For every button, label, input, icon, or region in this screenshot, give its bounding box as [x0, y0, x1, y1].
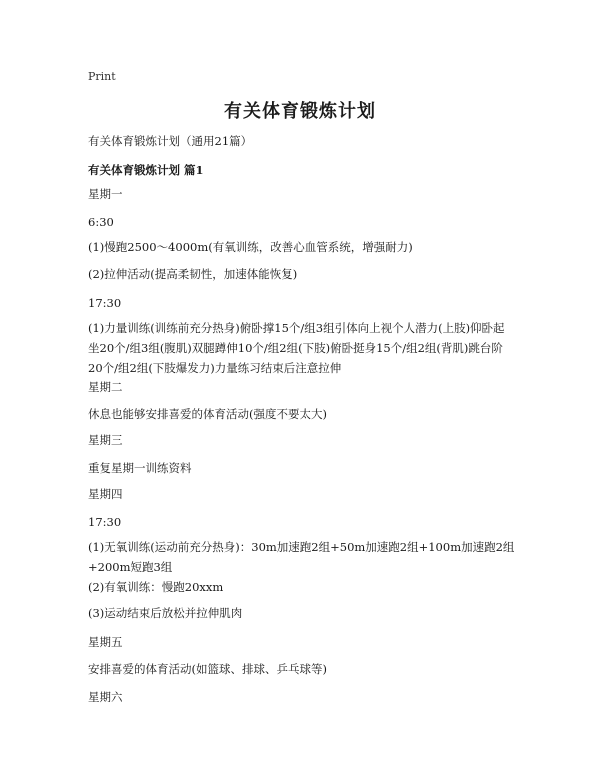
- plan-item: (1)无氧训练(运动前充分热身)：30m加速跑2组+50m加速跑2组+100m加速跑2组+200m短跑3组: [88, 540, 515, 574]
- day-label-thursday: 星期四: [88, 487, 123, 501]
- plan-item: (3)运动结束后放松并拉伸肌肉: [88, 606, 243, 620]
- plan-item: (2)拉伸活动(提高柔韧性，加速体能恢复): [88, 267, 298, 281]
- day-label-saturday: 星期六: [88, 690, 123, 704]
- day-label-tuesday: 星期二: [88, 380, 123, 394]
- day-label-monday: 星期一: [88, 187, 123, 201]
- document-intro: 有关体育锻炼计划（通用21篇）: [88, 134, 253, 148]
- plan-item: 休息也能够安排喜爱的体育活动(强度不要太大): [88, 407, 327, 421]
- day-label-wednesday: 星期三: [88, 433, 123, 447]
- time-label: 17:30: [88, 296, 122, 310]
- document-title: 有关体育锻炼计划: [224, 101, 376, 122]
- plan-item: 安排喜爱的体育活动(如篮球、排球、乒乓球等): [88, 662, 327, 676]
- plan-item: (1)力量训练(训练前充分热身)俯卧撑15个/组3组引体向上视个人潜力(上肢)仰卧起坐20个/组3组(腹肌)双腿蹲伸10个/组2组(下肢)俯卧挺身15个/组2组(背肌)跳台阶20个/组2组(下肢爆发力)力量练习结束后注意拉伸: [88, 321, 505, 375]
- plan-item: (1)慢跑2500～4000m(有氧训练，改善心血管系统，增强耐力): [88, 240, 413, 254]
- time-label: 17:30: [88, 515, 122, 529]
- print-label: Print: [88, 70, 116, 83]
- time-label: 6:30: [88, 215, 114, 229]
- plan-item: 重复星期一训练资料: [88, 461, 192, 475]
- plan-item: (2)有氧训练：慢跑20xxm: [88, 580, 224, 594]
- day-label-friday: 星期五: [88, 635, 123, 649]
- section-heading: 有关体育锻炼计划 篇1: [88, 163, 204, 177]
